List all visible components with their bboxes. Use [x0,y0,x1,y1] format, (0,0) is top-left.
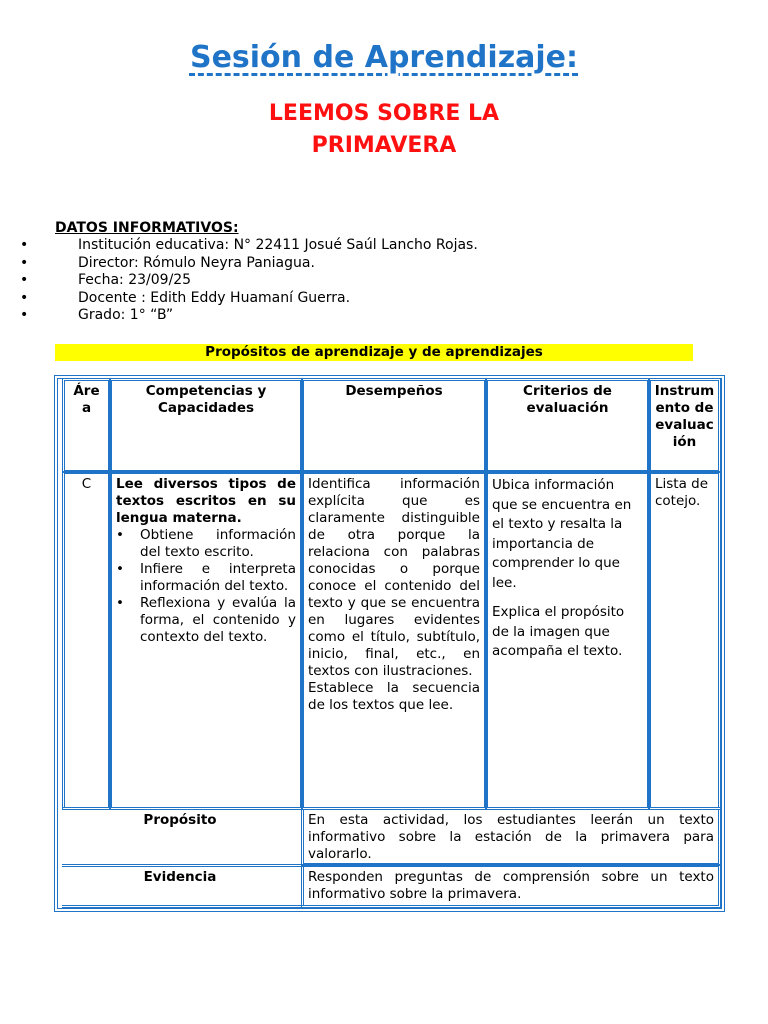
evidencia-text: Responden preguntas de comprensión sobre un texto informativo sobre la primavera. [308,869,714,902]
cell-competencias [109,471,303,810]
datos-item-institucion: • Institución educativa: N° 22411 Josué Saúl Lancho Rojas. [20,237,478,255]
header-area [62,378,111,473]
section-bar: Propósitos de aprendizaje y de aprendizajes [55,344,693,361]
capacidad-item: • Infiere e interpreta información del texto. [116,561,296,595]
session-subtitle [0,98,768,162]
cell-desempenos [301,471,487,810]
instrumento-value: Lista de cotejo. [655,476,709,509]
header-criterios-label: Criterios de evaluación [523,383,612,416]
criterio-text-1: Ubica información que se encuentra en el texto y resalta la importancia de comprender lo que lee. [492,477,632,591]
proposito-top-rule [62,807,303,810]
evidencia-bottom-rule [62,905,303,908]
header-desempenos-label: Desempeños [345,383,443,399]
document-title: Sesión de Aprendizaje: [189,40,579,75]
desempeno-text-2: Establece la secuencia de los textos que lee. [308,680,480,713]
cell-instrumento [648,471,721,810]
desempeno-text-1: Identifica información explícita que es claramente distinguible de otra porque la relaciona con palabras conocidas o porque conoce el contenido del texto y que se encuentra en lugares evidentes como el título, subtítulo, inicio, final, etc., en textos con ilustraciones. [308,476,480,679]
subtitle-line-2: PRIMAVERA [311,133,457,158]
evidencia-label: Evidencia [143,869,217,885]
datos-item-grado: • Grado: 1° “B” [20,307,478,325]
proposito-cell [301,807,721,866]
datos-list [20,237,478,325]
datos-item-director: • Director: Rómulo Neyra Paniagua. [20,255,478,273]
header-competencias [109,378,303,473]
datos-item-fecha: • Fecha: 23/09/25 [20,272,478,290]
header-criterios [485,378,650,473]
header-instrumento-label: Instrumento de evaluación [654,383,715,450]
subtitle-line-1: LEEMOS SOBRE LA [268,101,500,126]
capacidades-list [116,527,296,646]
competencia-text: Lee diversos tipos de textos escritos en su lengua materna. [116,476,296,526]
datos-item-docente: • Docente : Edith Eddy Huamaní Guerra. [20,290,478,308]
evidencia-cell [301,864,721,908]
capacidad-item: • Reflexiona y evalúa la forma, el contenido y contexto del texto. [116,595,296,646]
proposito-label: Propósito [143,812,217,828]
cell-criterios [485,471,650,810]
header-instrumento [648,378,721,473]
header-area-label: Área [73,383,100,416]
evidencia-top-rule [62,864,303,867]
area-value: C [81,476,92,492]
header-desempenos [301,378,487,473]
capacidad-item: • Obtiene información del texto escrito. [116,527,296,561]
datos-heading: DATOS INFORMATIVOS: [55,220,239,236]
criterio-text-2: Explica el propósito de la imagen que acompaña el texto. [492,604,625,659]
proposito-text: En esta actividad, los estudiantes leerán un texto informativo sobre la estación de la primavera para valorarlo. [308,812,714,862]
header-competencias-label: Competencias y Capacidades [145,383,267,416]
cell-area [62,471,111,810]
